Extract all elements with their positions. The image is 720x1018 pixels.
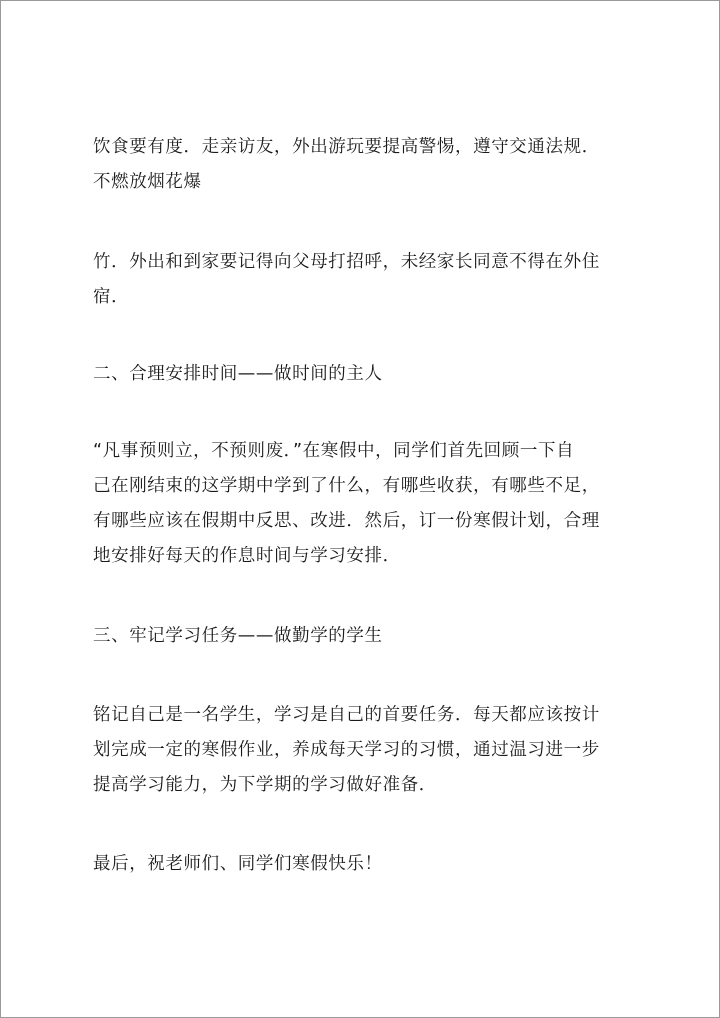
text-line: 竹．外出和到家要记得向父母打招呼，未经家长同意不得在外住 (93, 252, 600, 272)
text-line: 提高学习能力，为下学期的学习做好准备． (93, 775, 437, 795)
text-line: 铭记自己是一名学生，学习是自己的首要任务．每天都应该按计 (93, 705, 600, 725)
heading-text: 三、牢记学习任务——做勤学的学生 (93, 626, 383, 646)
paragraph-safety-rules (93, 130, 641, 200)
paragraph-time-management (93, 434, 641, 574)
text-line: 己在刚结束的这学期中学到了什么，有哪些收获，有哪些不足， (93, 476, 600, 496)
text-line: 地安排好每天的作息时间与学习安排． (93, 546, 401, 566)
heading-text: 二、合理安排时间——做时间的主人 (93, 364, 383, 384)
text-line: 饮食要有度．走亲访友，外出游玩要提高警惕，遵守交通法规． (93, 137, 600, 157)
paragraph-closing-wishes (93, 847, 641, 882)
text-line: 宿． (93, 287, 130, 307)
text-line: 有哪些应该在假期中反思、改进．然后，订一份寒假计划，合理 (93, 511, 600, 531)
section-heading-study-tasks (93, 619, 641, 654)
text-line: “凡事预则立，不预则废．”在寒假中，同学们首先回顾一下自 (93, 441, 575, 461)
paragraph-safety-rules-continued (93, 245, 641, 315)
text-line: 不燃放烟花爆 (93, 172, 202, 192)
section-heading-time-management (93, 357, 641, 392)
paragraph-study-tasks (93, 698, 641, 803)
text-line: 最后，祝老师们、同学们寒假快乐！ (93, 854, 383, 874)
text-line: 划完成一定的寒假作业，养成每天学习的习惯，通过温习进一步 (93, 740, 600, 760)
